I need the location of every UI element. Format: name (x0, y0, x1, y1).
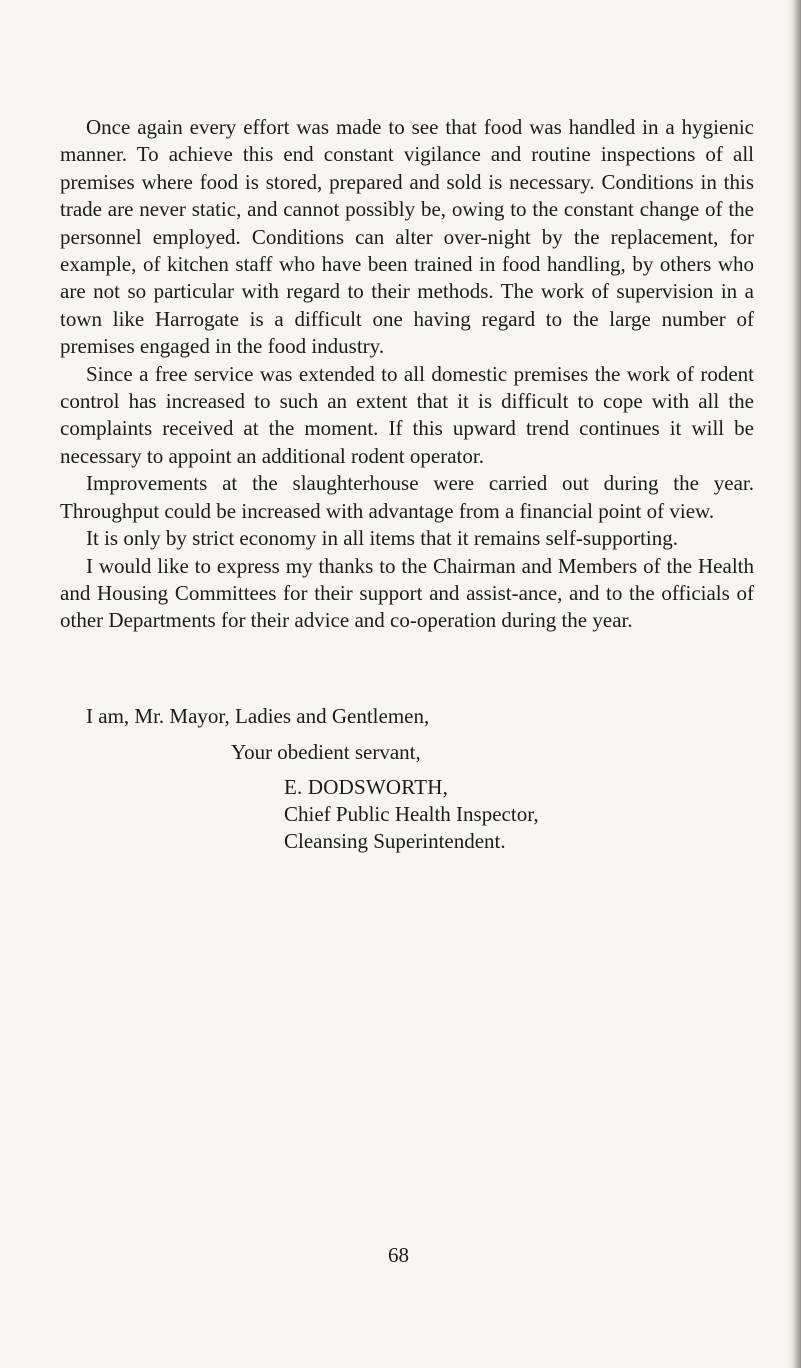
paragraph-rodent-control: Since a free service was extended to all domestic premises the work of rodent control has increased to such an extent that it is difficult to cope with all the complaints received at the moment. If this upward trend continues it will be necessary to appoint an additional rodent operator. (60, 361, 754, 468)
valediction: Your obedient servant, (231, 740, 421, 764)
paragraph-thanks: I would like to express my thanks to the Chairman and Members of the Health and Housing Committees for their support and assist-ance, and to the officials of other Departments for their advice and co-operation during the year. (60, 553, 754, 633)
paragraph-economy: It is only by strict economy in all items that it remains self-supporting. (86, 526, 678, 551)
page-edge-shadow (787, 0, 801, 1368)
paragraph-slaughterhouse: Improvements at the slaughterhouse were carried out during the year. Throughput could be increased with advantage from a financial point of view. (60, 471, 754, 523)
signatory-title-secondary: Cleansing Superintendent. (284, 829, 506, 853)
report-body (60, 114, 754, 635)
salutation: I am, Mr. Mayor, Ladies and Gentlemen, (86, 704, 430, 728)
paragraph-food-hygiene: Once again every effort was made to see that food was handled in a hygienic manner. To achieve this end constant vigilance and routine inspections of all premises where food is stored, prepared and sold is necessary. Conditions in this trade are never static, and cannot possibly be, owing to the constant change of the personnel employed. Conditions can alter over-night by the replacement, for example, of kitchen staff who have been trained in food handling, by others who are not so particular with regard to their methods. The work of supervision in a town like Harrogate is a difficult one having regard to the large number of premises engaged in the food industry. (60, 115, 754, 359)
signatory-name: E. DODSWORTH, (284, 775, 449, 799)
page-number: 68 (388, 1243, 409, 1267)
signatory-title: Chief Public Health Inspector, (284, 802, 539, 826)
